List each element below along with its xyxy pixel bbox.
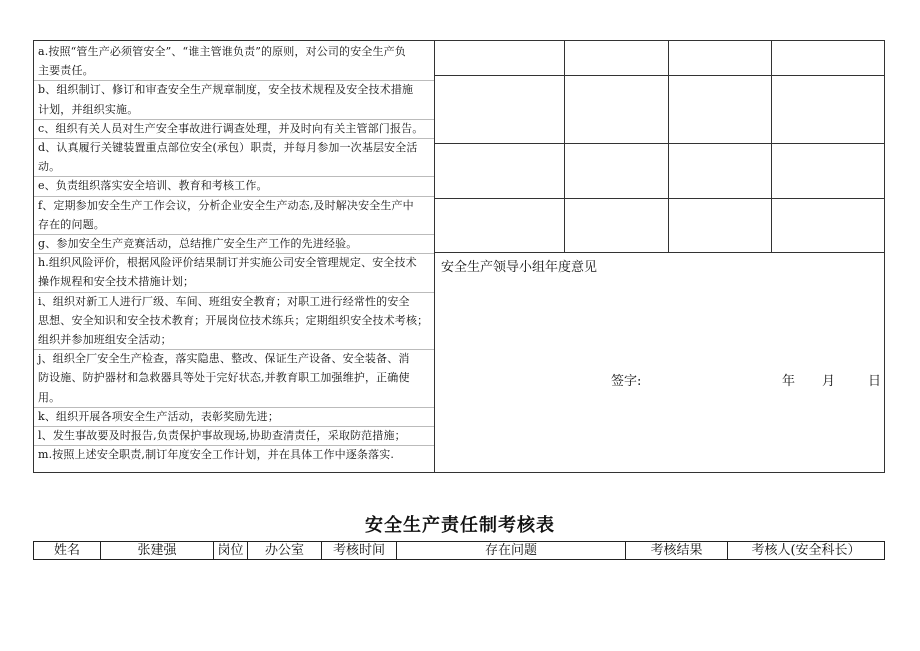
duty-line: m.按照上述安全职责,制订年度安全工作计划，并在具体工作中逐条落实. [38, 448, 395, 462]
grid-line [435, 75, 885, 76]
header-cell-name-value: 张建强 [101, 542, 214, 559]
duty-line: l、发生事故要及时报告,负责保护事故现场,协助查清责任，采取防范措施； [38, 429, 406, 442]
header-cell-result: 考核结果 [626, 542, 728, 559]
header-cell-assessor: 考核人(安全科长） [751, 543, 861, 558]
duty-line: 操作规程和安全技术措施计划； [38, 275, 195, 289]
assessment-header-row [33, 541, 885, 560]
duty-line: f、定期参加安全生产工作会议，分析企业安全生产动态,及时解决安全生产中 [38, 198, 414, 212]
duty-line: 组织并参加班组安全活动； [38, 333, 172, 346]
grid-line [564, 41, 565, 252]
grid-line [668, 41, 669, 252]
duty-line: k、组织开展各项安全生产活动，表彰奖励先进； [38, 409, 279, 423]
header-cell-issues: 存在问题 [397, 542, 626, 559]
duty-line: j、组织全厂安全生产检查，落实隐患、整改、保证生产设备、安全装备、消 [38, 352, 410, 366]
duty-line: a.按照“管生产必须管安全”、“谁主管谁负责”的原则，对公司的安全生产负 [38, 45, 406, 58]
signature-label: 签字: [611, 374, 642, 389]
form-title: 安全生产责任制考核表 [365, 515, 555, 536]
header-cell-time: 考核时间 [322, 542, 397, 559]
header-cell-name-label: 姓名 [34, 542, 101, 559]
grid-line [435, 143, 885, 144]
grid-line [771, 41, 772, 252]
duty-line: b、组织制订、修订和审查安全生产规章制度，安全技术规程及安全技术措施 [38, 83, 414, 97]
duty-line: g、参加安全生产竞赛活动，总结推广安全生产工作的先进经验。 [38, 237, 358, 250]
duty-line: d、认真履行关键装置重点部位安全(承包）职责，并每月参加一次基层安全活 [38, 141, 418, 154]
header-cell-post-value: 办公室 [248, 542, 322, 559]
duty-line: h.组织风险评价，根据风险评价结果制订并实施公司安全管理规定、安全技术 [38, 256, 417, 270]
duty-line: 防设施、防护器材和急救器具等处于完好状态,并教育职工加强维护，正确使 [38, 371, 410, 385]
duty-line: c、组织有关人员对生产安全事故进行调查处理，并及时向有关主管部门报告。 [38, 121, 424, 135]
duty-line: 主要责任。 [38, 64, 94, 78]
duty-line: e、负责组织落实安全培训、教育和考核工作。 [38, 179, 268, 193]
opinion-title: 安全生产领导小组年度意见 [441, 260, 598, 275]
duty-line: 用。 [38, 390, 61, 404]
day-label: 日 [868, 374, 882, 389]
duty-line: 思想、安全知识和安全技术教育；开展岗位技术练兵；定期组织安全技术考核； [38, 313, 429, 327]
responsibility-table [33, 40, 885, 473]
annual-opinion-cell [435, 252, 885, 473]
grid-line [435, 198, 885, 199]
duty-line: i、组织对新工人进行厂级、车间、班组安全教育；对职工进行经常性的安全 [38, 294, 410, 308]
header-cell-post-label: 岗位 [214, 542, 248, 559]
duty-list [34, 41, 435, 472]
duty-line: 动。 [38, 160, 61, 174]
duty-line: 存在的问题。 [38, 217, 105, 231]
duty-line: 计划，并组织实施。 [38, 102, 139, 116]
record-grid [435, 41, 885, 252]
month-label: 月 [822, 374, 836, 389]
year-label: 年 [782, 374, 796, 389]
